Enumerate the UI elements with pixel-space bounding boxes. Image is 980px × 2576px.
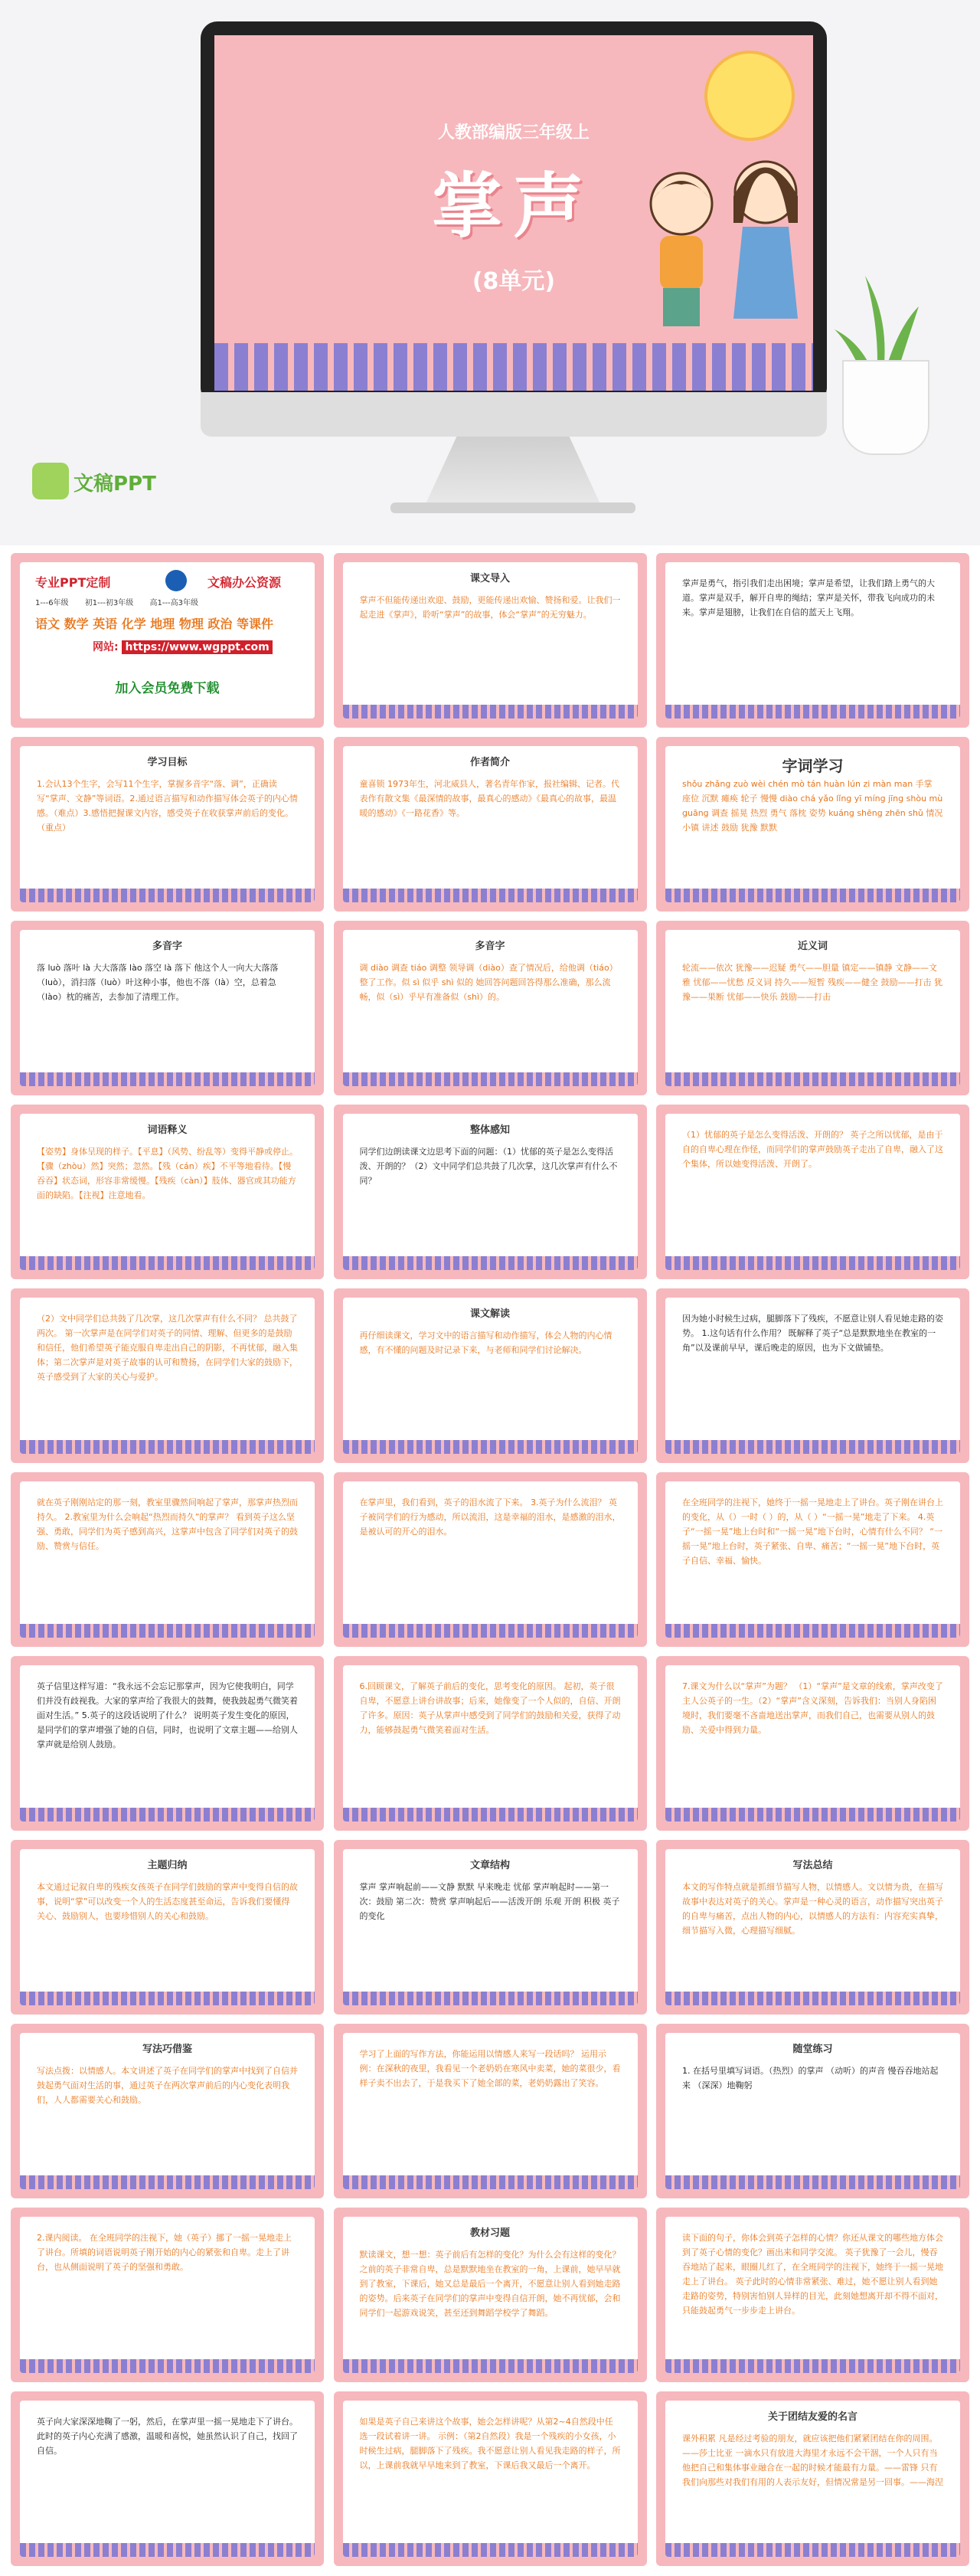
- slide-title: 写法巧借鉴: [142, 2044, 192, 2055]
- hero-subtitle: 人教部编版三年级上: [437, 123, 590, 142]
- slide-thumbnail[interactable]: [656, 2024, 969, 2198]
- slide-body: 本文通过记叙自卑的残疾女孩英子在同学们鼓励的掌声中变得自信的故事，说明“掌”可以改变一个人的生活态度甚至命运，告诉我们要懂得关心、鼓励别人，也要珍惜别人的关心和鼓励。: [37, 1882, 298, 1921]
- slide-inner: [343, 1665, 638, 1822]
- fence-decoration: [214, 343, 813, 391]
- fence-decoration: [665, 1992, 960, 2005]
- fence-decoration: [343, 889, 638, 902]
- slide-title: 作者简介: [469, 757, 510, 768]
- slide-body: shǒu zhǎng zuò wèi chén mò tán huàn lún zi màn man 手掌 座位 沉默 瘫痪 轮子 慢慢 diào chá yǎo lǐng yī míng jīng shòu mù guāng 调查 摇晃 热烈 勇气 落枕 姿势 kuáng shēng zhēn shǔ 情况 小镇 讲述 鼓励 犹豫 默默: [682, 779, 943, 833]
- slide-title: 课文导入: [469, 573, 510, 584]
- slide-body: 读下面的句子，你体会到英子怎样的心情？你还从课文的哪些地方体会到了英子心情的变化？画出来和同学交流。 英子犹豫了一会儿，慢吞吞地站了起来，眼圈儿红了，在全班同学的注视下，她终于一摇一晃地走上了讲台。 英子此时的心情非常紧张、难过，她不愿让别人看到她走路的姿势，特别害怕别人异样的目光，此刻她想离开却不得不面对，只能鼓起勇气一步步走上讲台。: [682, 2233, 943, 2316]
- brand-logo-icon: [29, 457, 167, 510]
- slide-body: 掌声不但能传递出欢迎、鼓励，更能传递出欢愉、赞扬和爱。让我们一起走进《掌声》，聆听“掌声”的故事，体会“掌声”的无穷魅力。: [359, 595, 621, 620]
- slide-inner: [20, 1481, 315, 1638]
- monitor-chin: [201, 392, 827, 437]
- slide-body: 学习了上面的写作方法，你能运用以情感人来写一段话吗？ 运用示例：在深秋的夜里，我看见一个老奶奶在寒风中卖菜，她的菜很少，看样子卖不出去了，于是我买下了她全部的菜，老奶奶露出了笑容。: [359, 2049, 621, 2088]
- fence-decoration: [343, 1624, 638, 1638]
- slide-inner: [665, 1849, 960, 2005]
- slide-inner: [20, 1849, 315, 2005]
- slide-title: 多音字: [475, 941, 505, 952]
- slide-thumbnail[interactable]: [334, 2024, 647, 2198]
- slide-body: 本文的写作特点就是抓细节描写人物，以情感人。文以情为贵，在描写故事中表达对英子的关心。掌声是一种心灵的语言，动作描写突出英子的自卑与痛苦，点出人物的内心，以情感人的方法有：内容充实真挚，细节描写入微，心理描写细腻。: [682, 1882, 943, 1936]
- slide-title: 学习目标: [147, 757, 188, 768]
- slide-body: 在掌声里，我们看到，英子的泪水流了下来。 3.英子为什么流泪？ 英子被同学们的行为感动，所以流泪，这是幸福的泪水，是感激的泪水，是被认可的开心的泪水。: [359, 1497, 621, 1537]
- slide-title: 主题归纳: [147, 1860, 188, 1871]
- fence-decoration: [343, 1992, 638, 2005]
- fence-decoration: [343, 2359, 638, 2373]
- slide-body: （2）文中同学们总共鼓了几次掌，这几次掌声有什么不同？ 总共鼓了两次。 第一次掌声是在同学们对英子的同情、理解、但更多的是鼓励和信任，他们希望英子能克服自卑走出自己的阴影，不再忧郁，融入集体；第二次掌声是对英子故事的认可和赞扬，在同学们大家的鼓励下，英子感受到了大家的关心与爱护。: [37, 1314, 298, 1382]
- slide-inner: [20, 746, 315, 902]
- ad-resource: 文稿办公资源: [207, 575, 282, 590]
- boy-illustration: [643, 165, 720, 342]
- slide-inner: [343, 562, 638, 718]
- fence-decoration: [665, 1624, 960, 1638]
- slide-title: 关于团结友爱的名言: [767, 2411, 858, 2423]
- ad-subjects: 语文 数学 英语 化学 地理 物理 政治 等课件: [35, 617, 273, 631]
- plant-pot: [842, 360, 929, 455]
- ad-site-label: 网站:: [93, 641, 119, 653]
- slide-title: 整体感知: [469, 1124, 510, 1136]
- slide-body: 再仔细读课文，学习文中的语言描写和动作描写，体会人物的内心情感，有不懂的问题及时记录下来，与老师和同学们讨论解决。: [359, 1331, 612, 1355]
- slide-inner: [20, 2033, 315, 2189]
- fence-decoration: [665, 2543, 960, 2557]
- fence-decoration: [343, 1256, 638, 1270]
- slide-thumbnail[interactable]: [656, 1656, 969, 1831]
- fence-decoration: [20, 2543, 315, 2557]
- slide-thumbnail[interactable]: [334, 1656, 647, 1831]
- slide-inner: [665, 1298, 960, 1454]
- fence-decoration: [665, 1072, 960, 1086]
- slide-body: 同学们边朗读课文边思考下面的问题：（1）忧郁的英子是怎么变得活泼、开朗的？（2）文中同学们总共鼓了几次掌，这几次掌声有什么不同？: [359, 1147, 618, 1186]
- girl-illustration: [727, 150, 804, 342]
- fence-decoration: [665, 1808, 960, 1822]
- slide-body: 童喜锁 1973年生，河北威县人，著名青年作家，报社编辑、记者。代表作有散文集《最深情的故事，最真心的感动》《最真心的故事，最温暖的感动》《一路花香》等。: [359, 779, 619, 818]
- slide-body: 因为她小时候生过病，腿脚落下了残疾，不愿意让别人看见她走路的姿势。 1.这句话有什么作用？ 既解释了英子“总是默默地坐在教室的一角”以及课前早早，课后晚走的原因，也为下文做铺垫。: [682, 1314, 943, 1353]
- slide-body: 课外积累 凡是经过考验的朋友，就应该把他们紧紧团结在你的周围。——莎士比亚 一滴水只有放进大海里才永远不会干涸，一个人只有当他把自己和集体事业融合在一起的时候才能最有力量。——雷锋 只有我们向那些对我们有用的人表示友好，但情况常是另一回事。——海涅: [682, 2434, 943, 2487]
- slide-body: 2.课内阅读。 在全班同学的注视下，她（英子）挪了一摇一晃地走上了讲台。所填的词语说明英子刚开始的内心的紧张和自卑。走上了讲台，也从侧面说明了英子的坚强和勇敢。: [37, 2233, 292, 2272]
- ad-custom-ppt: 专业PPT定制: [35, 575, 111, 590]
- ad-grades: 1---6年级 初1---初3年级 高1---高3年级: [35, 599, 199, 607]
- slide-title: 字词学习: [782, 757, 844, 775]
- slide-thumbnail[interactable]: [334, 2208, 647, 2382]
- fence-decoration: [343, 1072, 638, 1086]
- slide-inner: [343, 1114, 638, 1270]
- fence-decoration: [665, 889, 960, 902]
- slide-thumbnail[interactable]: [11, 1840, 324, 2015]
- fence-decoration: [343, 2175, 638, 2189]
- slide-inner: [665, 1665, 960, 1822]
- monitor-stand: [425, 437, 601, 506]
- slide-inner: [343, 746, 638, 902]
- slide-thumbnail[interactable]: [656, 1105, 969, 1279]
- slide-body: 调 diào 调查 tiáo 调整 领导调（diào）查了情况后，给他调（tiáo）整了工作。似 sì 似乎 shì 似的 她回答问题回答得那么准确，那么流畅，似（sì）乎早有准备似（shì）的。: [359, 963, 618, 1002]
- slide-body: 掌声是勇气，指引我们走出困境；掌声是希望，让我们踏上勇气的大道。掌声是双手，解开自卑的绳结；掌声是关怀，带我飞向成功的未来。掌声是翅膀，让我们在自信的蓝天上飞翔。: [682, 578, 935, 617]
- fence-decoration: [343, 705, 638, 718]
- slide-title: 教材习题: [469, 2227, 510, 2239]
- slide-body: 轮流——依次 犹豫——迟疑 勇气——胆量 镇定——镇静 文静——文雅 忧郁——忧愁 反义词 持久——短暂 残疾——健全 鼓励——打击 犹豫——果断 忧郁——快乐 鼓励——打击: [682, 963, 942, 1002]
- fence-decoration: [665, 1256, 960, 1270]
- slide-inner: [665, 2217, 960, 2373]
- slide-inner: [343, 2217, 638, 2373]
- fence-decoration: [20, 1808, 315, 1822]
- slide-body: 写法点拨：以情感人。本文讲述了英子在同学们的掌声中找到了自信并鼓起勇气面对生活的事，通过英子在两次掌声前后的内心变化表明我们，人人都需要关心和鼓励。: [37, 2066, 298, 2105]
- slide-thumbnail[interactable]: [334, 553, 647, 728]
- slide-thumbnail[interactable]: [334, 1840, 647, 2015]
- slide-thumbnail[interactable]: [656, 1288, 969, 1463]
- slide-body: 如果是英子自己来讲这个故事，她会怎样讲呢？从第2~4自然段中任选一段试着讲一讲。 示例：（第2自然段）我是一个残疾的小女孩，小时候生过病，腿脚落下了残疾。我不愿意让别人看见我走路的样子，所以，上课前我就早早地来到了教室，下课后我又最后一个离开。: [359, 2417, 621, 2470]
- slide-thumbnail[interactable]: [11, 921, 324, 1095]
- slide-thumbnail[interactable]: [656, 553, 969, 728]
- fence-decoration: [20, 1072, 315, 1086]
- fence-decoration: [20, 2359, 315, 2373]
- slide-thumbnail[interactable]: [11, 737, 324, 912]
- fence-decoration: [343, 1440, 638, 1454]
- slide-thumbnail[interactable]: [334, 1288, 647, 1463]
- slide-inner: [343, 2401, 638, 2557]
- slide-body: 1. 在括号里填写词语。（热烈）的掌声 （动听）的声音 慢吞吞地站起来 （深深）地鞠躬: [682, 2066, 939, 2090]
- slide-thumbnail[interactable]: [656, 1472, 969, 1647]
- slide-body: 掌声 掌声响起前——文静 默默 早来晚走 忧郁 掌声响起时——第一次：鼓励 第二次：赞赏 掌声响起后——活泼开朗 乐观 开朗 积极 英子的变化: [359, 1882, 620, 1921]
- ad-site-url[interactable]: https://www.wgppt.com: [122, 640, 272, 654]
- slide-body: 英子信里这样写道：“我永远不会忘记那掌声，因为它使我明白，同学们并没有歧视我。大家的掌声给了我很大的鼓舞，使我鼓起勇气微笑着面对生活。” 5.英子的这段话说明了什么？ 说明英子发生变化的原因，是同学们的掌声增强了她的自信，同时，也说明了文章主题——给别人掌声就是给别人鼓励。: [37, 1681, 298, 1750]
- slide-thumbnail[interactable]: [334, 1105, 647, 1279]
- fence-decoration: [343, 2543, 638, 2557]
- slide-thumbnail[interactable]: [656, 737, 969, 912]
- slide-body: 英子向大家深深地鞠了一躬，然后，在掌声里一摇一晃地走下了讲台。 此时的英子内心充满了感激，温暖和喜悦，她虽然认识了自己，找回了自信。: [37, 2417, 298, 2456]
- slide-thumbnail[interactable]: [11, 1656, 324, 1831]
- slide-inner: [665, 746, 960, 902]
- slide-inner: [665, 930, 960, 1086]
- slide-inner: [665, 562, 960, 718]
- logo-text: 文稿PPT: [74, 473, 156, 496]
- slide-inner: [20, 562, 315, 718]
- slide-title: 词语释义: [147, 1124, 188, 1136]
- slide-title: 近义词: [797, 941, 828, 952]
- hero-section: [0, 0, 980, 545]
- slide-thumbnail[interactable]: [11, 1472, 324, 1647]
- hero-title: 掌声: [431, 165, 594, 247]
- fence-decoration: [343, 1808, 638, 1822]
- slide-inner: [343, 1298, 638, 1454]
- slide-inner: [343, 2033, 638, 2189]
- slide-thumbnail[interactable]: [11, 1105, 324, 1279]
- slide-inner: [20, 2217, 315, 2373]
- slide-thumbnail[interactable]: [11, 1288, 324, 1463]
- slide-inner: [20, 930, 315, 1086]
- slide-inner: [20, 2401, 315, 2557]
- ad-join[interactable]: 加入会员免费下载: [115, 681, 220, 696]
- slide-thumbnail[interactable]: [656, 1840, 969, 2015]
- monitor: [201, 21, 827, 404]
- slide-body: 6.回顾课文，了解英子前后的变化，思考变化的原因。 起初，英子很自卑，不愿意上讲台讲故事；后来，她像变了一个人似的，自信、开朗了许多。原因：英子从掌声中感受到了同学们的鼓励和关爱，获得了动力，能够鼓起勇气微笑着面对生活。: [359, 1681, 621, 1735]
- slide-body: （1）忧郁的英子是怎么变得活泼、开朗的？ 英子之所以忧郁，是由于自的自卑心理在作怪，而同学们的掌声鼓励英子走出了自卑，融入了这个集体，所以她变得活泼、开朗了。: [682, 1130, 943, 1169]
- slide-inner: [20, 1665, 315, 1822]
- slide-title: 写法总结: [792, 1860, 833, 1871]
- slide-inner: [665, 1114, 960, 1270]
- slide-ad[interactable]: [11, 553, 324, 728]
- slide-thumbnail[interactable]: [334, 921, 647, 1095]
- fence-decoration: [20, 1992, 315, 2005]
- fence-decoration: [20, 1624, 315, 1638]
- slide-inner: [343, 1481, 638, 1638]
- slide-thumbnail[interactable]: [11, 2208, 324, 2382]
- slide-title: 课文解读: [469, 1308, 510, 1320]
- fence-decoration: [20, 2175, 315, 2189]
- slide-body: 就在英子刚刚站定的那一刻，教室里骤然间响起了掌声，那掌声热烈而持久。 2.教室里为什么会响起“热烈而持久”的掌声？ 看到英子这么坚强、勇敢，同学们为英子感到高兴，这掌声中包含了同学们对英子的鼓励、赞赏与信任。: [37, 1497, 298, 1551]
- slide-inner: [343, 1849, 638, 2005]
- slide-body: 【姿势】身体呈现的样子。【平息】（风势、纷乱等）变得平静或停止。【骤（zhòu）然】突然；忽然。【残（cán）疾】不平等地看待。【慢吞吞】状态词，形容非常缓慢。【残疾（càn）】肢体、器官或其功能方面的缺陷。【注视】注意地看。: [37, 1147, 298, 1200]
- fence-decoration: [665, 705, 960, 718]
- slide-title: 多音字: [152, 941, 182, 952]
- slide-body: 默读课文，想一想：英子前后有怎样的变化？为什么会有这样的变化？ 之前的英子非常自卑，总是默默地坐在教室的一角，上课前，她早早就到了教室，下课后，她又总是最后一个离开，不愿意让别人看到她走路的姿势。后来英子在同学们的掌声中变得自信开朗，她不再忧郁，会和同学们一起游戏说笑，甚至还到舞蹈学校学了舞蹈。: [359, 2250, 621, 2318]
- monitor-screen: [214, 35, 813, 391]
- slide-thumbnail[interactable]: [334, 737, 647, 912]
- slide-inner: [665, 2401, 960, 2557]
- slide-thumbnail[interactable]: [656, 2208, 969, 2382]
- slide-inner: [665, 2033, 960, 2189]
- slide-inner: [20, 1114, 315, 1270]
- monitor-base: [390, 502, 635, 513]
- slide-title: 文章结构: [469, 1860, 510, 1871]
- ad-site: [93, 639, 273, 654]
- slide-thumbnail[interactable]: [334, 1472, 647, 1647]
- slide-inner: [343, 930, 638, 1086]
- hp-logo-icon: [165, 570, 187, 591]
- slide-thumbnail[interactable]: [656, 921, 969, 1095]
- slide-body: 在全班同学的注视下，她终于一摇一晃地走上了讲台。英子刚在讲台上的变化，从（）一时（ ）的，从（ ）“一摇一晃”地走了下来。 4.英子“一摇一晃”地上台时和“一摇一晃”地下台时，心情有什么不同？ “一摇一晃”地上台时，英子紧张、自卑、痛苦；“一摇一晃”地下台时，英子自信、幸福、愉快。: [682, 1497, 943, 1566]
- fence-decoration: [665, 1440, 960, 1454]
- slide-thumbnail[interactable]: [334, 2391, 647, 2566]
- slide-inner: [20, 1298, 315, 1454]
- fence-decoration: [20, 889, 315, 902]
- slide-thumbnail[interactable]: [656, 2391, 969, 2566]
- hero-unit: (8单元): [472, 268, 556, 295]
- slide-thumbnail[interactable]: [11, 2391, 324, 2566]
- fence-decoration: [20, 1256, 315, 1270]
- slide-title: 随堂练习: [792, 2044, 833, 2055]
- slide-body: 1.会认13个生字，会写11个生字，掌握多音字“落、调”，正确读写“掌声、文静”等词语。2.通过语言描写和动作描写体会英子的内心情感。（难点）3.感悟把握课文内容，感受英子在收获掌声前后的变化。（重点）: [37, 779, 298, 833]
- slide-body: 7.课文为什么以“掌声”为题？ （1）“掌声”是文章的线索，掌声改变了主人公英子的一生。（2）“掌声”含义深刻，告诉我们：当别人身陷困境时，我们要毫不吝啬地送出掌声，而我们自己，也需要从别人的鼓励、关爱中得到力量。: [682, 1681, 943, 1735]
- fence-decoration: [665, 2175, 960, 2189]
- fence-decoration: [20, 1440, 315, 1454]
- slide-thumbnail[interactable]: [11, 2024, 324, 2198]
- fence-decoration: [665, 2359, 960, 2373]
- slide-inner: [665, 1481, 960, 1638]
- slide-body: 落 luò 落叶 là 大大落落 lào 落空 là 落下 他这个人一向大大落落（luò），消扫落（luò）叶这种小事，他也不落（là）空，总着急（lào）枕的痛苦，去参加了清理工作。: [37, 963, 279, 1002]
